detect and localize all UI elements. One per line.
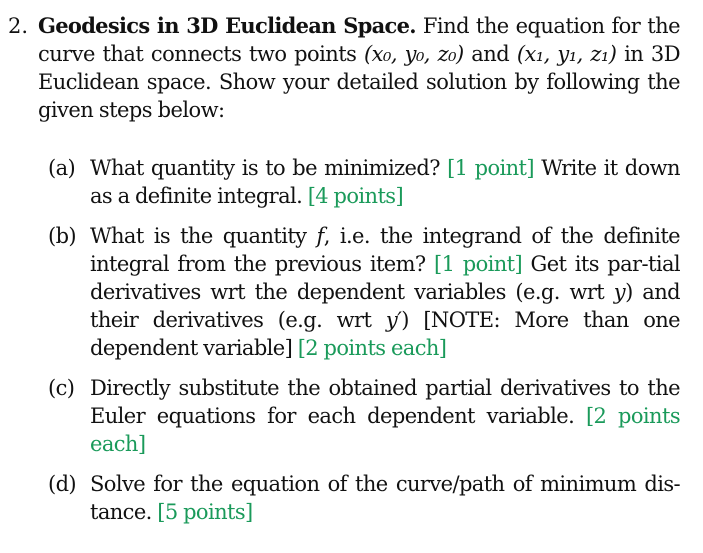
item-d-body [90,470,680,526]
item-a-points-2: [4 points] [307,184,404,208]
problem-title: Geodesics in 3D Euclidean Space. [38,13,416,38]
item-b-math-y: y [613,280,626,304]
item-b-text-5: ) [NOTE: More than one dependent variable] [90,308,680,360]
item-b-text-2: , i.e. the integrand of the definite integral from the previous item? [90,224,680,276]
item-b-body [90,222,680,362]
item-b-points-1: [1 point] [433,252,523,276]
item-a-points-1: [1 point] [447,156,534,180]
point-b: (x₁, y₁, z₁) [516,42,617,66]
item-d-points-1: [5 points] [157,500,253,524]
item-b-label: (b) [48,224,77,248]
item-b-text-1: What is the quantity [90,224,307,248]
item-a-text-1: What quantity is to be minimized? [90,156,440,180]
point-a: (x₀, y₀, z₀) [364,42,464,66]
item-c-points-1: [2 points each] [90,404,680,456]
item-c-body [90,374,680,458]
problem-number: 2. [8,14,29,38]
item-b-math-f: f [316,224,324,248]
intro-text-1: Find the equation for the curve that connects two points [38,14,680,66]
item-d-label: (d) [48,472,77,496]
item-b-text-3: Get its par-tial derivatives wrt the dependent variables (e.g. wrt [90,252,680,304]
item-a-body [90,154,680,210]
problem-intro [38,12,680,124]
item-b-math-yprime: y′ [385,308,402,332]
item-a-text-2: Write it down as a definite integral. [90,156,680,208]
item-d-text-1: Solve for the equation of the curve/path of minimum dis-tance. [90,472,680,524]
item-a-label: (a) [48,156,76,180]
item-c-text-1: Directly substitute the obtained partial derivatives to the Euler equations for each dependent variable. [90,376,680,428]
intro-text-2: in 3D Euclidean space. Show your detailed solution by following the given steps below: [38,42,680,122]
intro-and: and [471,42,510,66]
item-b-points-2: [2 points each] [297,336,447,360]
item-c-label: (c) [48,376,75,400]
item-b-text-4: ) and their derivatives (e.g. wrt [90,280,680,332]
